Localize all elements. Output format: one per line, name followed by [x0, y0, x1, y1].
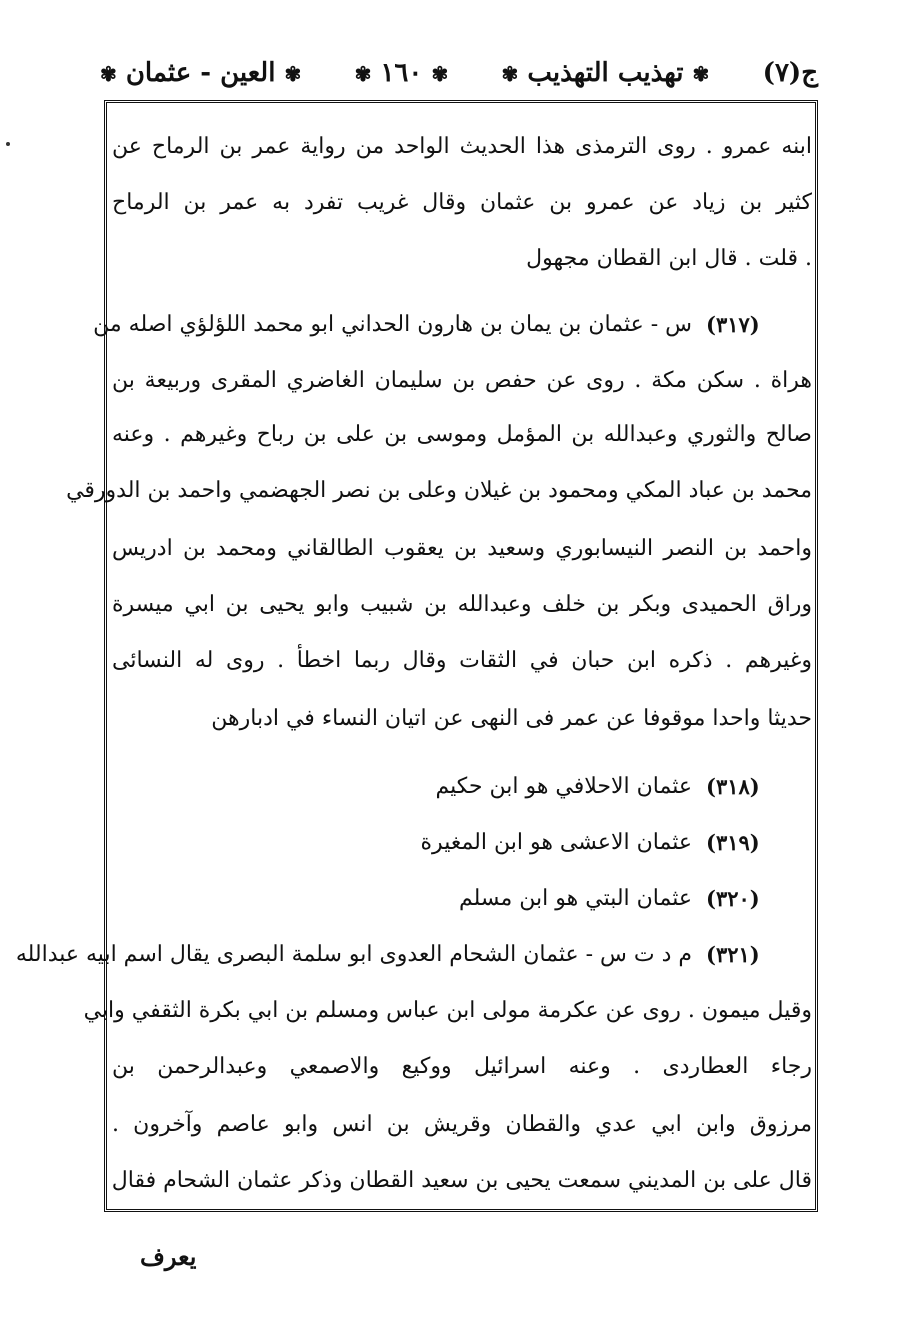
text-line: س - عثمان بن يمان بن هارون الحداني ابو محمد اللؤلؤي اصله من — [93, 312, 692, 337]
book-title: ✾ تهذيب التهذيب ✾ — [501, 58, 710, 88]
flower-ornament-icon: ✾ — [354, 62, 372, 86]
flower-ornament-icon: ✾ — [501, 62, 519, 86]
entry-number: (٣١٩) — [706, 830, 760, 855]
catchword: يعرف — [140, 1242, 197, 1271]
text-line: عثمان الاحلافي هو ابن حكيم — [435, 774, 692, 799]
flower-ornament-icon: ✾ — [284, 62, 302, 86]
page-number: ✾ ١٦٠ ✾ — [354, 58, 449, 88]
scan-speck — [6, 142, 10, 146]
text-line: وغيرهم . ذكره ابن حبان في الثقات وقال ربما اخطأ . روى له النسائى — [112, 648, 812, 673]
text-line: صالح والثوري وعبدالله بن المؤمل وموسى بن على بن رباح وغيرهم . وعنه — [112, 422, 812, 447]
text-line: ابنه عمرو . روى الترمذى هذا الحديث الواحد من رواية عمر بن الرماح عن — [112, 134, 812, 159]
text-line: كثير بن زياد عن عمرو بن عثمان وقال غريب تفرد به عمر بن الرماح — [112, 190, 812, 215]
text-line: . قلت . قال ابن القطان مجهول — [526, 246, 812, 271]
flower-ornament-icon: ✾ — [692, 62, 710, 86]
text-line: وقيل ميمون . روى عن عكرمة مولى ابن عباس ومسلم بن ابي بكرة الثقفي وابي — [83, 998, 812, 1023]
text-line: محمد بن عباد المكي ومحمود بن غيلان وعلى بن نصر الجهضمي واحمد بن الدورقي — [66, 478, 812, 503]
text-line: وراق الحميدى وبكر بن خلف وعبدالله بن شبيب وابو يحيى بن ابي ميسرة — [112, 592, 812, 617]
text-line: مرزوق وابن ابي عدي والقطان وقريش بن انس وابو عاصم وآخرون . — [112, 1112, 812, 1137]
entry-number: (٣١٧) — [706, 312, 760, 337]
entry-number: (٣١٨) — [706, 774, 760, 799]
text-line: م د ت س - عثمان الشحام العدوى ابو سلمة البصرى يقال اسم ابيه عبدالله — [15, 942, 692, 967]
text-line: عثمان البتي هو ابن مسلم — [458, 886, 692, 911]
text-line: واحمد بن النصر النيسابوري وسعيد بن يعقوب الطالقاني ومحمد بن ادريس — [112, 536, 812, 561]
volume-label: ج(٧) — [762, 58, 818, 88]
section-title: ✾ العين - عثمان ✾ — [100, 58, 302, 88]
text-line: عثمان الاعشى هو ابن المغيرة — [420, 830, 692, 855]
running-header — [100, 48, 818, 98]
flower-ornament-icon: ✾ — [431, 62, 449, 86]
entry-number: (٣٢١) — [706, 942, 760, 967]
entry-number: (٣٢٠) — [706, 886, 760, 911]
text-line: قال على بن المديني سمعت يحيى بن سعيد القطان وذكر عثمان الشحام فقال — [111, 1168, 812, 1193]
text-line: رجاء العطاردى . وعنه اسرائيل ووكيع والاصمعي وعبدالرحمن بن — [112, 1054, 812, 1079]
text-line: هراة . سكن مكة . روى عن حفص بن سليمان الغاضري المقرى وربيعة بن — [112, 368, 812, 393]
text-line: حديثا واحدا موقوفا عن عمر فى النهى عن اتيان النساء في ادبارهن — [211, 706, 812, 731]
flower-ornament-icon: ✾ — [100, 62, 117, 86]
